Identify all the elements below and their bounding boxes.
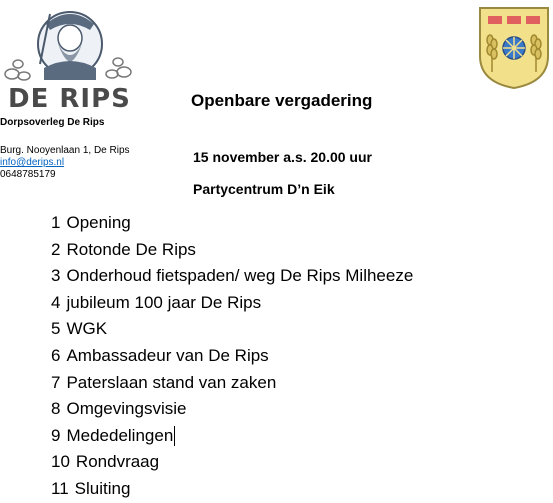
list-item bbox=[51, 370, 413, 397]
list-item bbox=[51, 343, 413, 370]
item-number: 3 bbox=[51, 266, 61, 286]
item-number: 2 bbox=[51, 239, 61, 259]
item-label: Sluiting bbox=[74, 478, 131, 498]
email-link[interactable]: info@derips.nl bbox=[0, 157, 65, 168]
item-number: 8 bbox=[51, 399, 61, 419]
item-number: 9 bbox=[51, 425, 61, 445]
item-number: 1 bbox=[51, 213, 61, 232]
municipal-crest bbox=[478, 6, 550, 90]
list-item bbox=[51, 449, 413, 476]
item-label: Rondvraag bbox=[75, 452, 160, 472]
item-label: Omgevingsvisie bbox=[66, 399, 187, 419]
list-item bbox=[51, 237, 413, 264]
phone-number: 0648785179 bbox=[0, 169, 56, 180]
item-number: 4 bbox=[51, 292, 61, 312]
list-item bbox=[51, 210, 413, 237]
logo-text: DE RIPS bbox=[8, 84, 131, 114]
item-label: Mededelingen bbox=[66, 425, 174, 445]
org-name: Dorpsoverleg De Rips bbox=[0, 117, 105, 128]
item-label: Paterslaan stand van zaken bbox=[66, 372, 277, 392]
item-number: 11 bbox=[51, 478, 69, 498]
list-item bbox=[51, 290, 413, 317]
item-number: 10 bbox=[51, 452, 70, 472]
item-number: 5 bbox=[51, 319, 61, 339]
item-label: Ambassadeur van De Rips bbox=[66, 345, 269, 365]
address: Burg. Nooyenlaan 1, De Rips bbox=[0, 145, 130, 156]
item-number: 6 bbox=[51, 345, 61, 365]
list-item bbox=[51, 476, 413, 503]
list-item bbox=[51, 316, 413, 343]
page-title: Openbare vergadering bbox=[191, 91, 373, 110]
meeting-venue: Partycentrum D’n Eik bbox=[193, 181, 335, 197]
list-item bbox=[51, 263, 413, 290]
item-label: WGK bbox=[66, 319, 108, 339]
text-cursor bbox=[174, 426, 175, 446]
item-label: Rotonde De Rips bbox=[66, 239, 196, 259]
item-label: Onderhoud fietspaden/ weg De Rips Milheeze bbox=[66, 266, 414, 286]
item-label: Opening bbox=[66, 213, 131, 232]
item-label: jubileum 100 jaar De Rips bbox=[66, 292, 262, 312]
list-item bbox=[51, 423, 413, 450]
meeting-date-time: 15 november a.s. 20.00 uur bbox=[193, 149, 372, 165]
agenda-list bbox=[51, 210, 413, 503]
list-item bbox=[51, 396, 413, 423]
item-number: 7 bbox=[51, 372, 61, 392]
